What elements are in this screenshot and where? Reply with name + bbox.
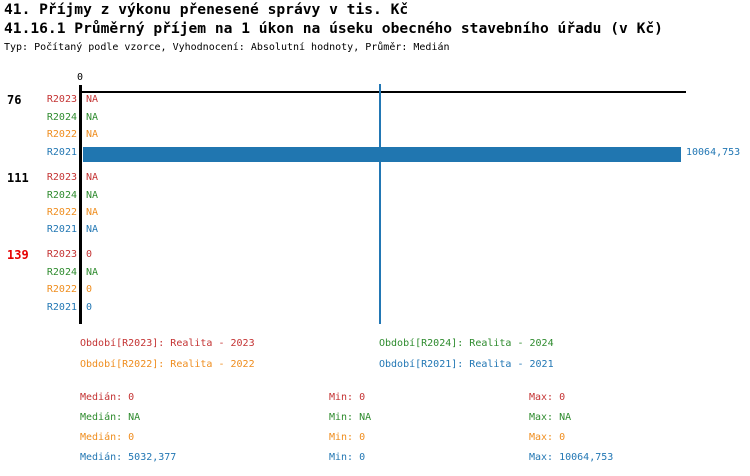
series-row-value: NA	[86, 94, 99, 105]
series-row-label: R2022	[46, 284, 77, 295]
stat-median-r2021: Medián: 5032,377	[80, 452, 177, 463]
chart-title: 41.16.1 Průměrný příjem na 1 úkon na úseku obecného stavebního úřadu (v Kč)	[4, 20, 663, 37]
bar-value-label: 10064,753	[686, 147, 741, 158]
series-row-label: R2024	[46, 112, 77, 123]
y-axis-line	[79, 85, 82, 324]
legend-item-r2021: Období[R2021]: Realita - 2021	[379, 359, 554, 370]
stat-min-r2021: Min: 0	[329, 452, 366, 463]
series-row-label: R2021	[46, 302, 77, 313]
series-row-label: R2024	[46, 190, 77, 201]
stat-max-r2024: Max: NA	[529, 412, 572, 423]
series-row-value: NA	[86, 190, 99, 201]
series-row-label: R2023	[46, 172, 77, 183]
series-row-value: NA	[86, 112, 99, 123]
legend-item-r2024: Období[R2024]: Realita - 2024	[379, 338, 554, 349]
series-row-label: R2021	[46, 224, 77, 235]
stat-max-r2022: Max: 0	[529, 432, 566, 443]
series-row-label: R2022	[46, 129, 77, 140]
series-row-value: NA	[86, 172, 99, 183]
page-title: 41. Příjmy z výkonu přenesené správy v tis. Kč	[4, 1, 409, 18]
x-axis-zero-tick-label: 0	[76, 72, 84, 83]
series-row-value: NA	[86, 129, 99, 140]
series-row-value: 0	[86, 302, 93, 313]
median-reference-line	[379, 84, 381, 324]
series-row-label: R2023	[46, 94, 77, 105]
stat-min-r2022: Min: 0	[329, 432, 366, 443]
series-row-value: NA	[86, 207, 99, 218]
stat-median-r2023: Medián: 0	[80, 392, 135, 403]
series-row-label: R2023	[46, 249, 77, 260]
legend-item-r2022: Období[R2022]: Realita - 2022	[80, 359, 255, 370]
series-row-value: NA	[86, 224, 99, 235]
stat-min-r2024: Min: NA	[329, 412, 372, 423]
series-row-value: 0	[86, 284, 93, 295]
x-axis-line	[80, 91, 686, 93]
stat-min-r2023: Min: 0	[329, 392, 366, 403]
series-row-value: 0	[86, 249, 93, 260]
group-label-111: 111	[7, 171, 29, 185]
stat-max-r2023: Max: 0	[529, 392, 566, 403]
legend-item-r2023: Období[R2023]: Realita - 2023	[80, 338, 255, 349]
series-row-label: R2022	[46, 207, 77, 218]
stat-median-r2024: Medián: NA	[80, 412, 141, 423]
stat-max-r2021: Max: 10064,753	[529, 452, 614, 463]
series-row-label: R2024	[46, 267, 77, 278]
group-label-139: 139	[7, 248, 29, 262]
series-row-value: NA	[86, 267, 99, 278]
group-label-76: 76	[7, 93, 22, 107]
series-row-label: R2021	[46, 147, 77, 158]
chart-type-info: Typ: Počítaný podle vzorce, Vyhodnocení: Absolutní hodnoty, Průměr: Medián	[4, 42, 450, 53]
value-bar-r2021-group-76	[83, 147, 681, 162]
stat-median-r2022: Medián: 0	[80, 432, 135, 443]
